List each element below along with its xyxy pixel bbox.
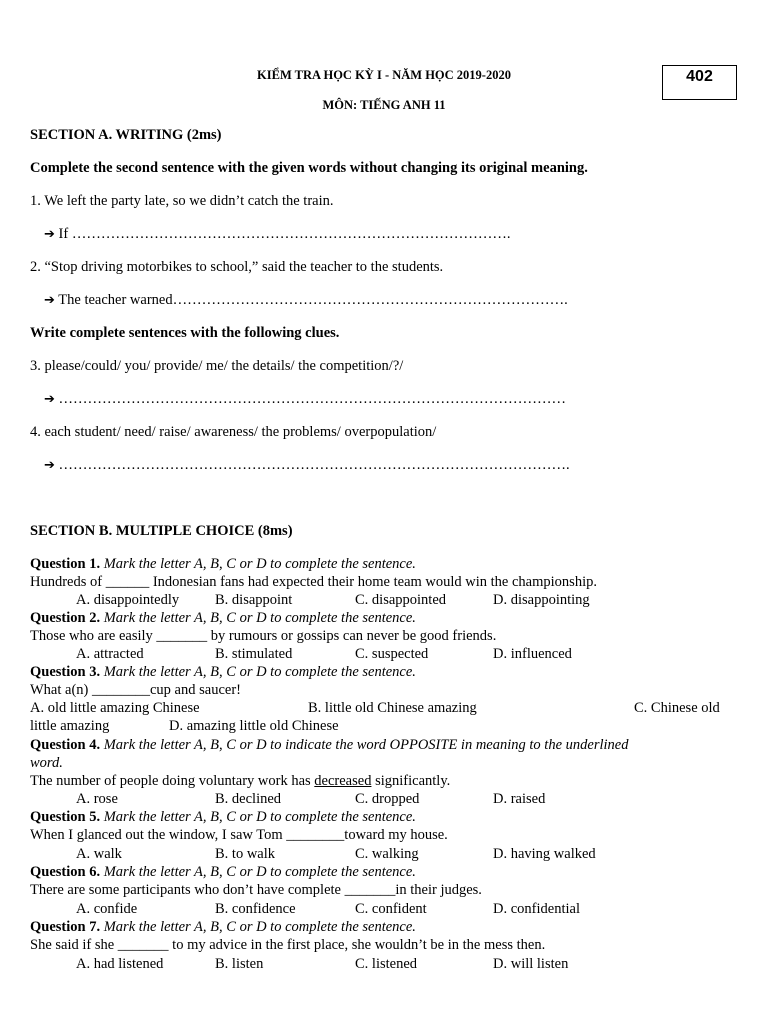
question-6-option-b: B. confidence	[215, 901, 296, 917]
question-5-stem: When I glanced out the window, I saw Tom ________toward my house.	[30, 827, 448, 843]
question-4-option-d: D. raised	[493, 791, 546, 807]
underlined-word: decreased	[314, 773, 372, 789]
question-6-option-c: C. confident	[355, 901, 427, 917]
writing-question-2: 2. “Stop driving motorbikes to school,” said the teacher to the students.	[30, 259, 444, 275]
question-2-stem: Those who are easily _______ by rumours or gossips can never be good friends.	[30, 628, 497, 644]
writing-answer-3: ➔ ……………………………………………………………………………………………	[44, 391, 567, 407]
question-5-option-b: B. to walk	[215, 846, 276, 862]
question-3-option-c-continued: little amazing	[30, 718, 110, 734]
writing-answer-2: ➔ The teacher warned……………………………………………………………………….	[44, 292, 568, 308]
question-7-stem: She said if she _______ to my advice in the first place, she wouldn’t be in the mess then.	[30, 937, 546, 953]
question-5-option-c: C. walking	[355, 846, 419, 862]
exam-code: 402	[686, 68, 713, 85]
question-7-option-c: C. listened	[355, 956, 418, 972]
question-1-option-c: C. disappointed	[355, 592, 447, 608]
question-7-header: Question 7. Mark the letter A, B, C or D to complete the sentence.	[30, 919, 416, 935]
question-4-option-b: B. declined	[215, 791, 282, 807]
question-1-option-b: B. disappoint	[215, 592, 293, 608]
writing-question-4: 4. each student/ need/ raise/ awareness/ the problems/ overpopulation/	[30, 424, 437, 440]
question-2-option-c: C. suspected	[355, 646, 429, 662]
question-3-option-b: B. little old Chinese amazing	[308, 700, 477, 716]
question-1-header: Question 1. Mark the letter A, B, C or D to complete the sentence.	[30, 556, 416, 572]
section-a-instruction-2: Write complete sentences with the following clues.	[30, 325, 340, 341]
exam-code-box	[662, 65, 737, 100]
exam-subject: MÔN: TIẾNG ANH 11	[322, 98, 446, 112]
question-3-header: Question 3. Mark the letter A, B, C or D to complete the sentence.	[30, 664, 416, 680]
right-arrow-icon: ➔	[44, 227, 55, 242]
question-3-option-d: D. amazing little old Chinese	[169, 718, 339, 734]
right-arrow-icon: ➔	[44, 458, 55, 473]
question-3-option-c: C. Chinese old	[634, 700, 720, 716]
section-b-title: SECTION B. MULTIPLE CHOICE (8ms)	[30, 523, 293, 539]
question-5-header: Question 5. Mark the letter A, B, C or D to complete the sentence.	[30, 809, 416, 825]
writing-answer-1: ➔ If ……………………………………………………………………………….	[44, 226, 511, 242]
question-4-header: Question 4. Mark the letter A, B, C or D to indicate the word OPPOSITE in meaning to the underlined	[30, 737, 629, 753]
question-6-stem: There are some participants who don’t have complete _______in their judges.	[30, 882, 482, 898]
question-1-option-a: A. disappointedly	[76, 592, 180, 608]
question-4-option-a: A. rose	[76, 791, 118, 807]
question-4-stem: The number of people doing voluntary work has decreased significantly.	[30, 773, 451, 789]
question-6-header: Question 6. Mark the letter A, B, C or D to complete the sentence.	[30, 864, 416, 880]
writing-answer-4: ➔ …………………………………………………………………………………………….	[44, 457, 570, 473]
question-1-stem: Hundreds of ______ Indonesian fans had expected their home team would win the championship.	[30, 574, 597, 590]
question-2-header: Question 2. Mark the letter A, B, C or D to complete the sentence.	[30, 610, 416, 626]
question-3-stem: What a(n) ________cup and saucer!	[30, 682, 241, 698]
question-2-option-b: B. stimulated	[215, 646, 293, 662]
question-5-option-a: A. walk	[76, 846, 122, 862]
question-4-option-c: C. dropped	[355, 791, 420, 807]
question-5-option-d: D. having walked	[493, 846, 596, 862]
question-2-option-a: A. attracted	[76, 646, 144, 662]
question-4-header-continued: word.	[30, 755, 63, 771]
question-6-option-d: D. confidential	[493, 901, 580, 917]
right-arrow-icon: ➔	[44, 392, 55, 407]
question-3-option-a: A. old little amazing Chinese	[30, 700, 200, 716]
section-a-title: SECTION A. WRITING (2ms)	[30, 127, 222, 143]
writing-question-1: 1. We left the party late, so we didn’t catch the train.	[30, 193, 334, 209]
right-arrow-icon: ➔	[44, 293, 55, 308]
question-6-option-a: A. confide	[76, 901, 138, 917]
question-7-option-a: A. had listened	[76, 956, 164, 972]
question-2-option-d: D. influenced	[493, 646, 572, 662]
section-a-instruction-1: Complete the second sentence with the given words without changing its original meaning.	[30, 160, 588, 176]
question-1-option-d: D. disappointing	[493, 592, 590, 608]
question-7-option-b: B. listen	[215, 956, 264, 972]
question-7-option-d: D. will listen	[493, 956, 569, 972]
writing-question-3: 3. please/could/ you/ provide/ me/ the details/ the competition/?/	[30, 358, 404, 374]
exam-title: KIỂM TRA HỌC KỲ I - NĂM HỌC 2019-2020	[257, 68, 511, 82]
